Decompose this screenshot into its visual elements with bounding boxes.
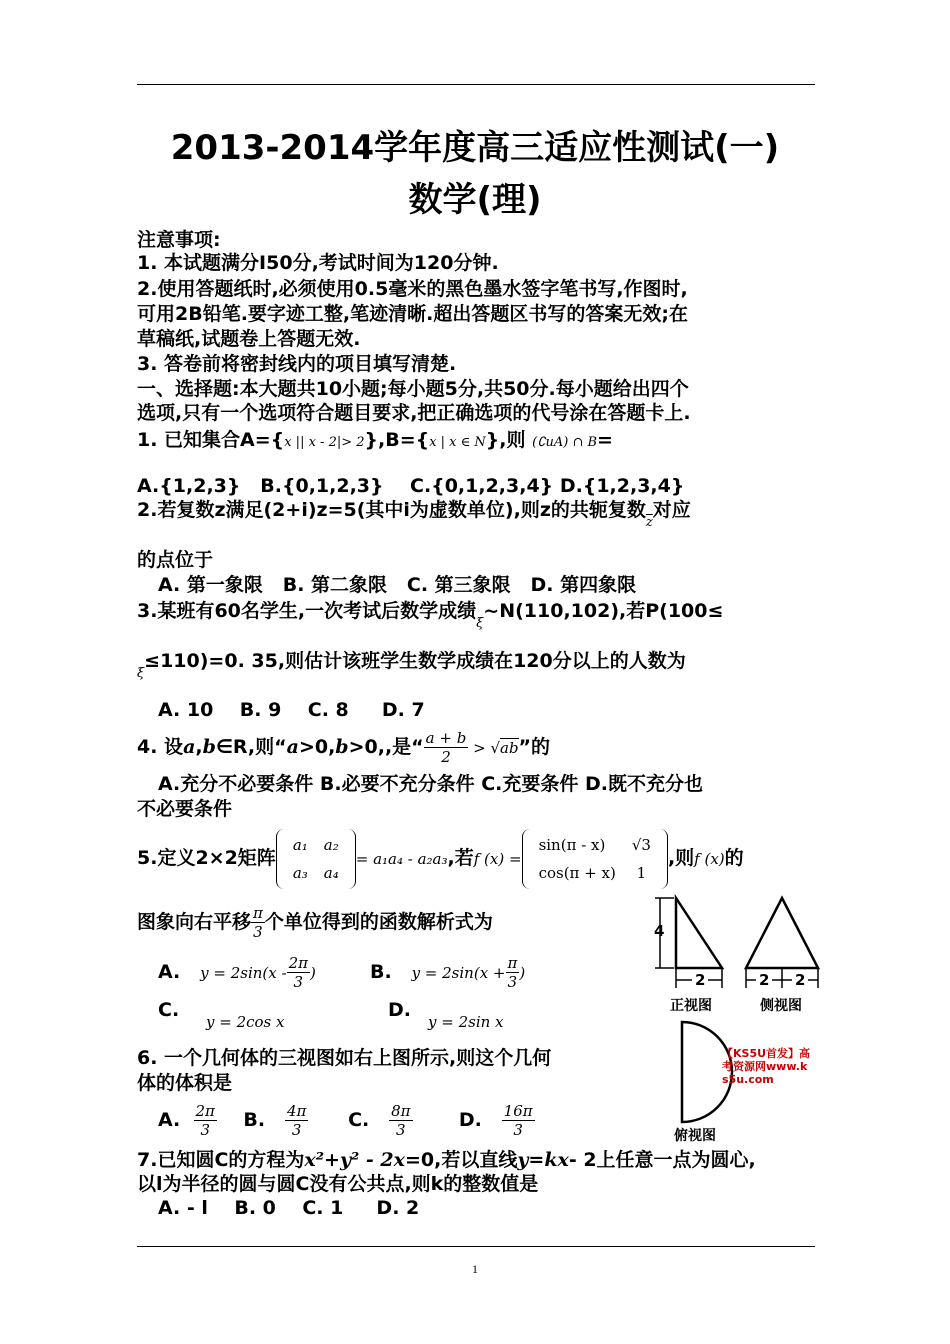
- q4-fraction: [424, 729, 469, 766]
- q1-set-a: x || x - 2|> 2: [284, 435, 365, 450]
- notice-heading: 注意事项:: [137, 229, 221, 251]
- q5-line-2: [137, 900, 493, 944]
- watermark-line-2: 考资源网www.k: [722, 1060, 808, 1073]
- q5-opt-b-frac: [506, 954, 520, 991]
- q6-opt-d-num: 16π: [503, 1102, 533, 1120]
- q7-line-eq: y=kx: [517, 1149, 569, 1171]
- q5-matrix-f: [522, 829, 668, 889]
- q7-options: A. - l B. 0 C. 1 D. 2: [158, 1197, 420, 1219]
- q5-text-d: 的: [724, 847, 744, 869]
- notice-line-4: 草稿纸,试题卷上答题无效.: [137, 328, 361, 350]
- q5-text-a: 5.定义2×2矩阵: [137, 847, 276, 869]
- page-title: 2013-2014学年度高三适应性测试(一): [170, 128, 780, 168]
- q4-var-a: a: [183, 736, 196, 758]
- side-width-label-2: 2: [795, 971, 806, 989]
- q6-opt-a-label: A.: [158, 1109, 181, 1131]
- page-number: 1: [472, 1262, 478, 1276]
- question-2: [137, 498, 691, 530]
- notice-line-3: 可用2B铅笔.要字迹工整,笔迹清晰.超出答题区书写的答案无效;在: [137, 303, 688, 325]
- q6-opt-b-label: B.: [243, 1109, 266, 1131]
- q5-opt-d-expr: y = 2sin x: [428, 1013, 504, 1031]
- notice-line-1: 1. 本试题满分I50分,考试时间为120分钟.: [137, 252, 499, 274]
- q2-zbar: z: [645, 515, 653, 530]
- q5-opt-b-num: π: [507, 954, 518, 972]
- watermark: [722, 1047, 810, 1086]
- q5-option-a: [158, 950, 316, 995]
- q7-line-1: [137, 1148, 756, 1172]
- height-label: 4: [654, 922, 665, 940]
- q3-text-c: ≤110)=0. 35,则估计该班学生数学成绩在120分以上的人数为: [144, 650, 686, 672]
- q3-line-2: [137, 649, 686, 681]
- q5-f11: sin(π - x): [538, 835, 606, 854]
- q6-opt-a-den: 3: [200, 1121, 210, 1139]
- q5-m11: a₁: [292, 835, 308, 854]
- front-width-label: 2: [695, 971, 706, 989]
- q4-gt: >: [468, 739, 491, 757]
- q1-expr: (∁uA) ∩ B: [532, 435, 598, 450]
- q5-fx: f (x) =: [473, 850, 522, 868]
- q5-text-c: ,则: [667, 847, 695, 869]
- notice-line-5: 3. 答卷前将密封线内的项目填写清楚.: [137, 353, 457, 375]
- q6-opt-c-den: 3: [396, 1121, 406, 1139]
- q6-opt-a-num: 2π: [195, 1102, 215, 1120]
- q4-text-c: >0,: [298, 736, 336, 758]
- q5-shift-num: π: [253, 904, 263, 922]
- q2-text-a: 2.若复数z满足(2+i)z=5(其中i为虚数单位),则z的共轭复数: [137, 499, 646, 521]
- three-view-figure: [652, 888, 842, 1148]
- page-subtitle: 数学(理): [408, 180, 542, 220]
- q7-line-2: 以l为半径的圆与圆C没有公共点,则k的整数值是: [137, 1173, 539, 1195]
- q5-opt-b-den: 3: [507, 973, 518, 991]
- question-4: [137, 722, 550, 773]
- q6-opt-d-den: 3: [513, 1121, 523, 1139]
- q5-f12: √3: [631, 835, 651, 854]
- q5-f22: 1: [636, 863, 647, 882]
- q5-matrix-def: [276, 829, 356, 889]
- q5-opt-b-expr: y = 2sin(x +: [411, 964, 506, 982]
- q7-circle-eq: x²+y² - 2x: [304, 1149, 405, 1171]
- q6-opt-c-frac: [389, 1102, 412, 1139]
- notice-line-2: 2.使用答题纸时,必须使用0.5毫米的黑色墨水签字笔书写,作图时,: [137, 278, 688, 300]
- side-view-label: 侧视图: [760, 998, 802, 1014]
- side-width-label-1: 2: [759, 971, 770, 989]
- q5-opt-a-frac: [287, 954, 310, 991]
- q5-shift-fraction: [251, 904, 265, 941]
- q4-var-b-2: b: [335, 736, 349, 758]
- q5-shift-den: 3: [253, 923, 263, 941]
- watermark-line-3: s5u.com: [722, 1073, 774, 1086]
- q4-options-2: 不必要条件: [137, 798, 233, 820]
- q4-sqrt-arg: ab: [500, 739, 519, 757]
- q5-f21: cos(π + x): [538, 863, 616, 882]
- q5-m21: a₃: [292, 863, 308, 882]
- q2-text-b: 对应: [652, 499, 691, 521]
- q5-text-f: 个单位得到的函数解析式为: [264, 911, 493, 933]
- q3-text-b: ~N(110,102),若P(100≤: [483, 600, 724, 622]
- q7-text-c: - 2上任意一点为圆心,: [568, 1149, 756, 1171]
- q5-opt-c-expr: y = 2cos x: [206, 1013, 285, 1031]
- q6-line-2: 体的体积是: [137, 1072, 233, 1094]
- q3-options: A. 10 B. 9 C. 8 D. 7: [158, 699, 425, 721]
- q5-fx-2: f (x): [694, 850, 725, 868]
- q6-opt-a-frac: [194, 1102, 217, 1139]
- question-5: [137, 828, 744, 889]
- q4-var-b: b: [202, 736, 216, 758]
- q1-options: A.{1,2,3} B.{0,1,2,3} C.{0,1,2,3,4} D.{1,2,3,4}: [137, 475, 685, 497]
- q6-opt-b-den: 3: [291, 1121, 302, 1139]
- q7-text-b: =0,若以直线: [405, 1149, 518, 1171]
- q4-options-1: A.充分不必要条件 B.必要不充分条件 C.充要条件 D.既不充分也: [158, 773, 703, 795]
- bottom-rule: [137, 1246, 815, 1247]
- q6-opt-b-frac: [285, 1102, 308, 1139]
- q4-text-a: 4. 设: [137, 736, 184, 758]
- q5-option-b: [370, 950, 525, 995]
- q4-text-b: ∈R,则“: [215, 736, 287, 758]
- q5-opt-a-expr: y = 2sin(x -: [200, 964, 287, 982]
- q1-text-d: =: [597, 429, 613, 451]
- q5-m22: a₄: [323, 863, 339, 882]
- q4-comma: ,: [195, 736, 203, 758]
- q5-opt-a-close: ): [309, 964, 316, 982]
- q1-text-a: 1. 已知集合A={: [137, 429, 285, 451]
- q4-frac-den: 2: [441, 748, 451, 766]
- q4-var-a-2: a: [286, 736, 299, 758]
- q5-m12: a₂: [323, 835, 339, 854]
- q4-text-d: >0,,是“: [348, 736, 424, 758]
- question-3: [137, 599, 724, 631]
- q2-text-c: 的点位于: [137, 549, 214, 571]
- q2-options: A. 第一象限 B. 第二象限 C. 第三象限 D. 第四象限: [158, 574, 637, 596]
- q7-text-a: 7.已知圆C的方程为: [137, 1149, 305, 1171]
- front-view-shape: [676, 898, 722, 968]
- q6-opt-d-frac: [502, 1102, 535, 1139]
- section-line-2: 选项,只有一个选项符合题目要求,把正确选项的代号涂在答题卡上.: [137, 402, 691, 424]
- q4-sqrt: √ab: [490, 739, 519, 757]
- side-view-shape: [746, 898, 818, 968]
- q5-text-b: ,若: [447, 847, 474, 869]
- q1-text-c: },则: [485, 429, 526, 451]
- q3-xi: ξ: [476, 616, 484, 631]
- section-line-1: 一、选择题:本大题共10小题;每小题5分,共50分.每小题给出四个: [137, 378, 689, 400]
- q3-text-a: 3.某班有60名学生,一次考试后数学成绩: [137, 600, 477, 622]
- q6-opt-b-num: 4π: [286, 1102, 307, 1120]
- q4-frac-num: a + b: [425, 729, 467, 747]
- q1-text-b: },B={: [364, 429, 430, 451]
- question-1: [137, 428, 613, 455]
- q5-opt-d-label: D.: [388, 999, 411, 1021]
- q5-opt-a-label: A.: [158, 961, 181, 983]
- q6-opt-c-label: C.: [348, 1109, 370, 1131]
- q5-opt-a-den: 3: [293, 973, 304, 991]
- q5-opt-a-num: 2π: [288, 954, 308, 972]
- q5-text-e: 图象向右平移: [137, 911, 252, 933]
- watermark-line-1: 【KS5U首发】高: [722, 1047, 811, 1060]
- q4-text-e: ”的: [518, 736, 551, 758]
- top-rule: [137, 84, 815, 85]
- q6-opt-d-label: D.: [458, 1109, 482, 1131]
- q5-determinant: = a₁a₄ - a₂a₃: [355, 850, 448, 868]
- q5-opt-b-label: B.: [370, 961, 392, 983]
- q5-opt-c-label: C.: [158, 999, 180, 1021]
- q5-opt-b-close: ): [519, 964, 526, 982]
- q3-xi-2: ξ: [137, 666, 145, 681]
- top-view-label: 俯视图: [674, 1128, 716, 1144]
- q6-opt-c-num: 8π: [391, 1102, 411, 1120]
- q6-options: [158, 1098, 535, 1142]
- q1-set-b: x | x ∈ N: [429, 435, 486, 450]
- q6-line-1: 6. 一个几何体的三视图如右上图所示,则这个几何: [137, 1047, 552, 1069]
- front-view-label: 正视图: [670, 998, 712, 1014]
